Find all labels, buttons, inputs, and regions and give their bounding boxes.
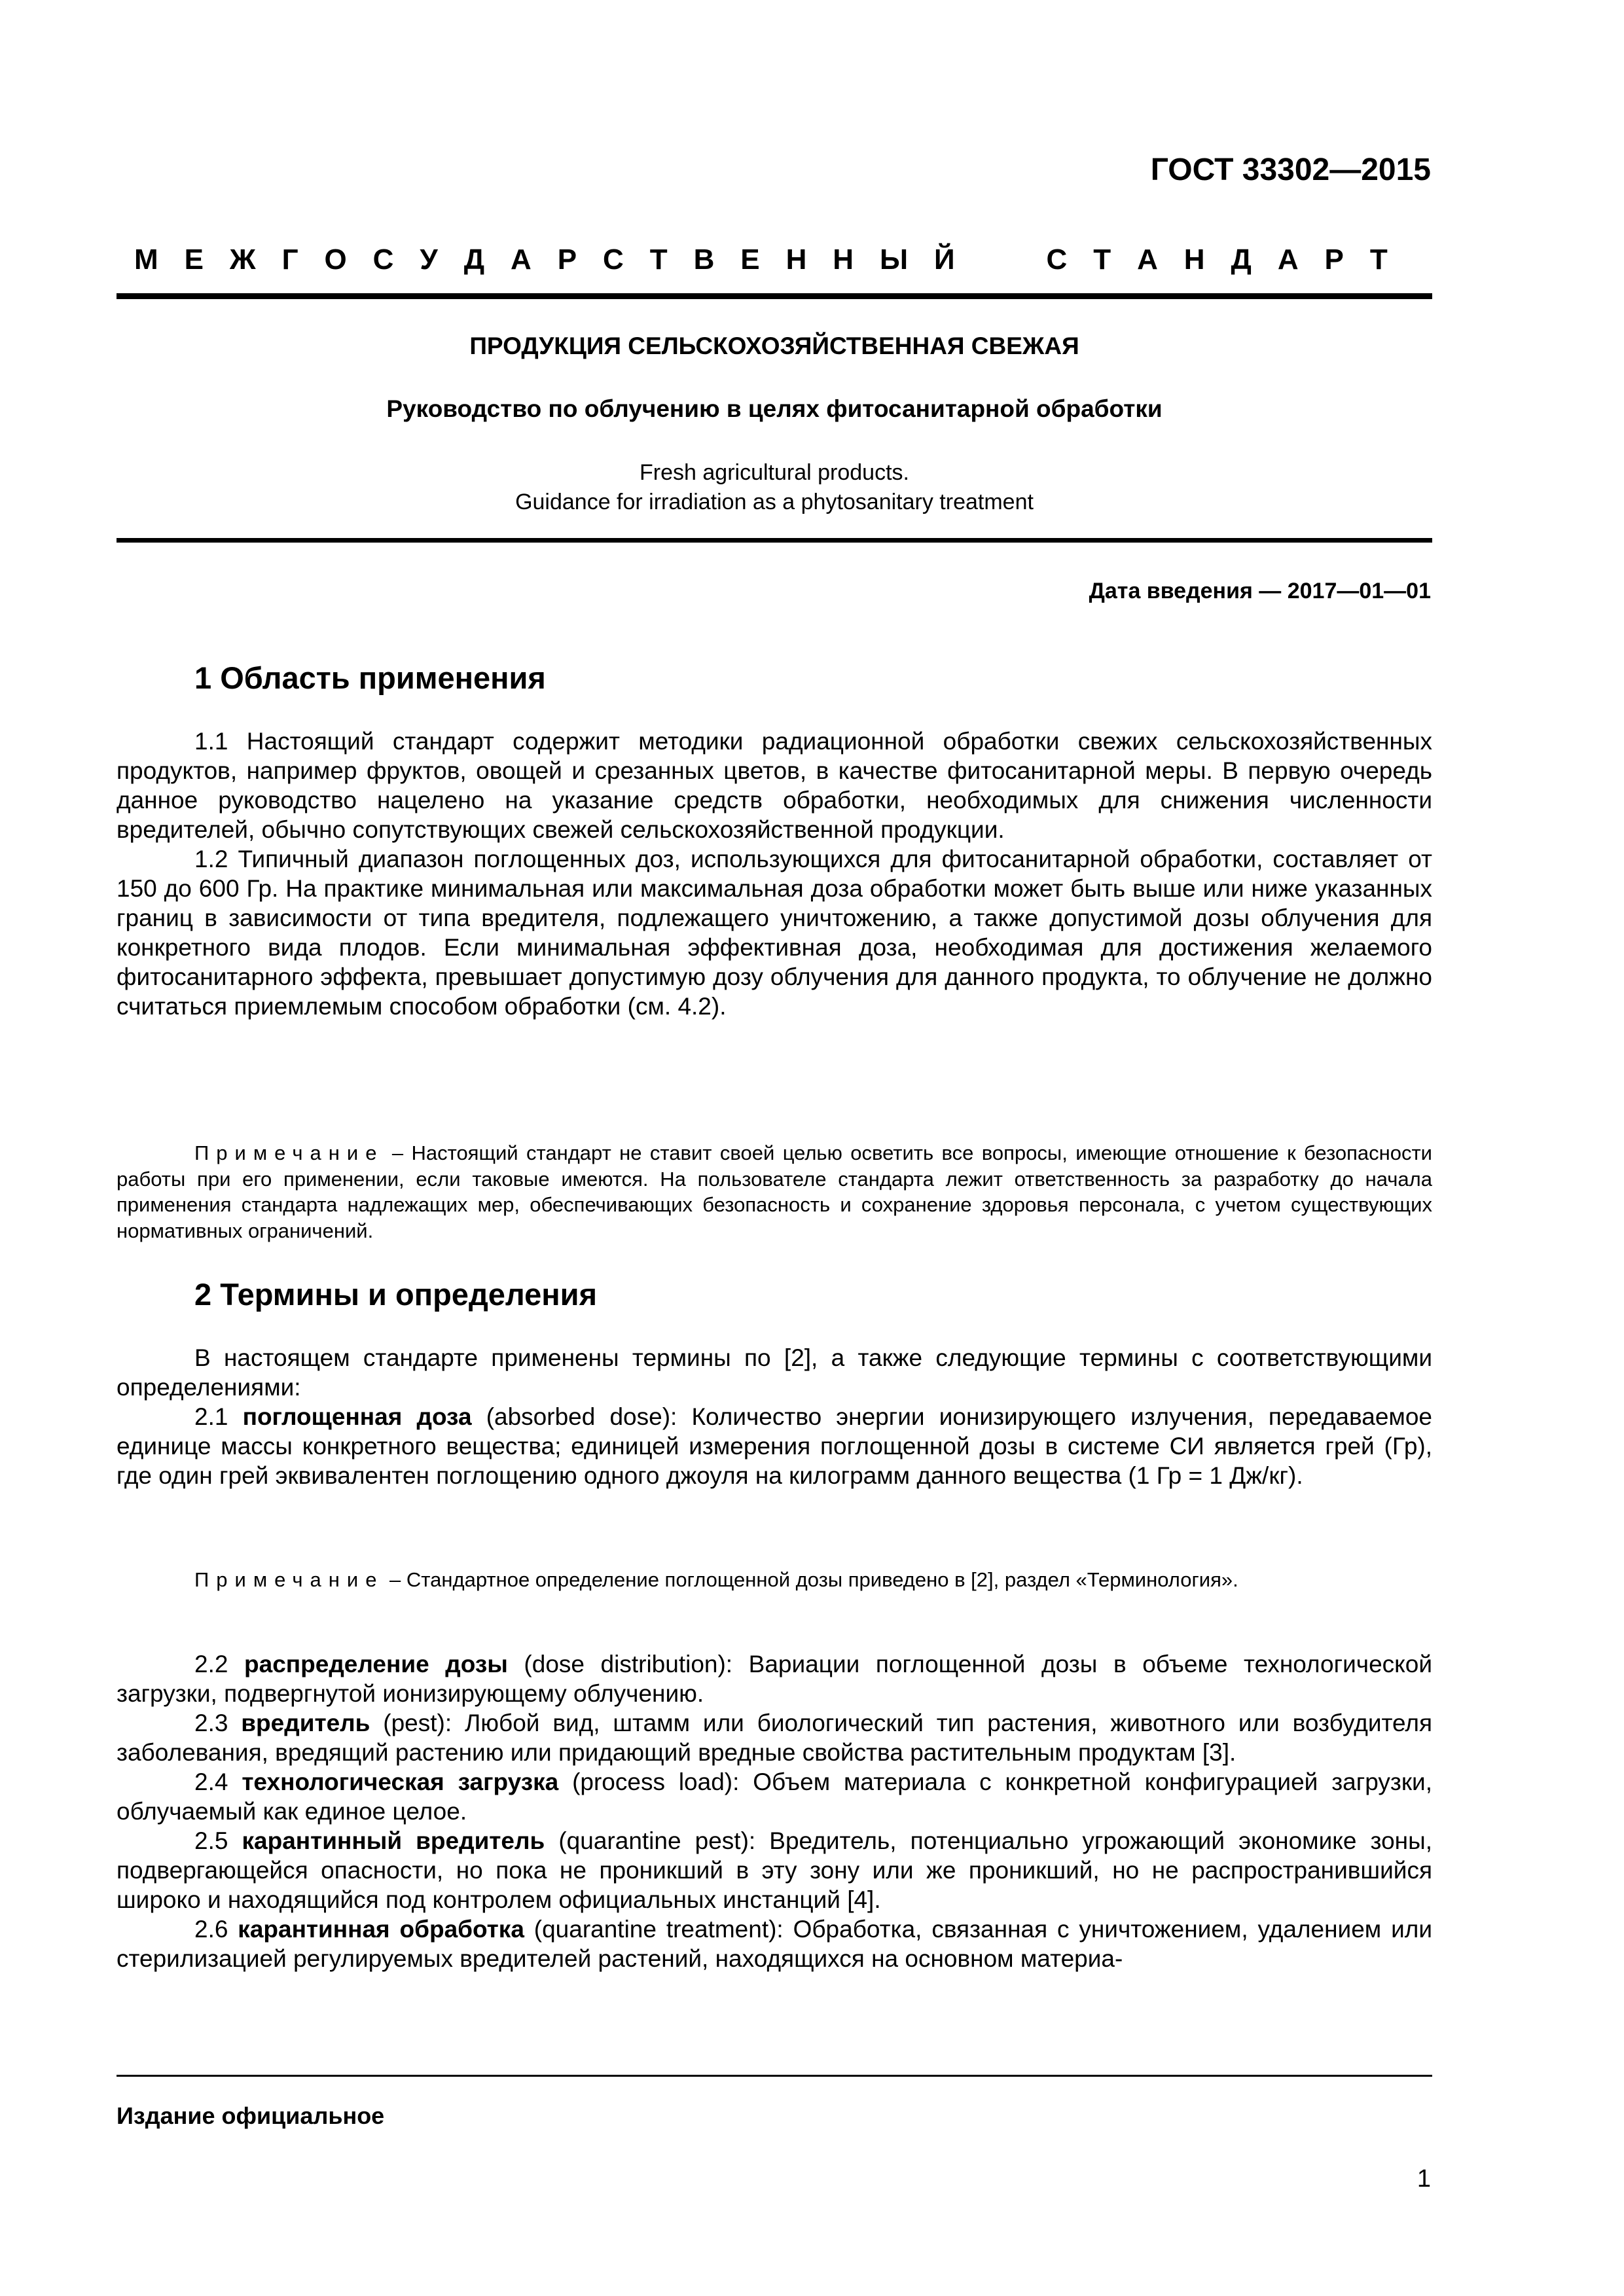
term-entry — [117, 1826, 1432, 1914]
note-label: Примечание — [194, 1568, 384, 1591]
standard-type-letter: С — [1046, 243, 1068, 276]
term-entry — [117, 1708, 1432, 1767]
standard-type-letter: А — [1137, 243, 1158, 276]
note-text: – Стандартное определение поглощенной дозы приведено в [2], раздел «Терминология». — [384, 1568, 1238, 1591]
english-title — [117, 458, 1432, 517]
standard-type-letter: Т — [1369, 243, 1388, 276]
standard-type-letter: Н — [1183, 243, 1205, 276]
standard-type-letter: У — [420, 243, 438, 276]
standard-type-letter: Е — [184, 243, 204, 276]
standard-type-letter: Д — [1231, 243, 1252, 276]
paragraph: 1.2 Типичный диапазон поглощенных доз, использующихся для фитосанитарной обработки, составляет от 150 до 600 Гр. На практике минимальная или максимальная доза обработки может быть выше или ниже указанных границ в зависимости от типа вредителя, подлежащего уничтожению, а также допустимой дозы облучения для конкретного вида плодов. Если минимальная эффективная доза, необходимая для достижения желаемого фитосанитарного эффекта, превышает допустимую дозу облучения для данного продукта, то облучение не должно считаться приемлемым способом обработки (см. 4.2). — [117, 846, 1432, 1020]
section-2-terms — [117, 1649, 1432, 1973]
term-number: 2.6 — [194, 1916, 238, 1943]
standard-type-letter: Т — [649, 243, 668, 276]
standard-type-letter: А — [511, 243, 532, 276]
edition-label: Издание официальное — [117, 2102, 385, 2129]
section-heading-scope: 1 Область применения — [194, 660, 546, 695]
term-number: 2.4 — [194, 1768, 242, 1795]
note-label: Примечание — [194, 1141, 384, 1164]
standard-type-letter: Е — [740, 243, 760, 276]
document-subtitle: Руководство по облучению в целях фитосанитарной обработки — [386, 395, 1163, 422]
note-block — [117, 1567, 1432, 1593]
term-entry — [117, 1767, 1432, 1826]
standard-type-heading — [134, 243, 1388, 276]
standard-type-letter: О — [324, 243, 347, 276]
header-divider — [117, 293, 1432, 299]
term-definition: (absorbed dose): Количество энергии ионизирующего излучения, передаваемое единице массы конкретного вещества; единицей измерения поглощенной дозы в системе СИ является грей (Гр), где один грей эквивалентен поглощению одного джоуля на килограмм данного вещества (1 Гр = 1 Дж/кг). — [117, 1403, 1432, 1489]
section-heading-terms: 2 Термины и определения — [194, 1277, 597, 1312]
term-name: поглощенная доза — [242, 1403, 472, 1430]
section-2-body — [117, 1343, 1432, 1490]
standard-type-letter: А — [1277, 243, 1299, 276]
term-name: карантинный вредитель — [242, 1827, 545, 1854]
term-definition: (quarantine pest): Вредитель, потенциально угрожающий экономике зоны, подвергающейся опасности, но пока не проникший в эту зону или же проникший, но не распространившийся широко и находящийся под контролем официальных инстанций [4]. — [117, 1827, 1432, 1913]
term-name: вредитель — [241, 1710, 370, 1736]
term-number: 2.5 — [194, 1827, 242, 1854]
document-title: ПРОДУКЦИЯ СЕЛЬСКОХОЗЯЙСТВЕННАЯ СВЕЖАЯ — [469, 332, 1079, 359]
note-text: – Настоящий стандарт не ставит своей целью осветить все вопросы, имеющие отношение к безопасности работы при его применении, если таковые имеются. На пользователе стандарта лежит ответственность за разработку до начала применения стандарта надлежащих мер, обеспечивающих безопасность и сохранение здоровья персонала, с учетом существующих нормативных ограничений. — [117, 1141, 1432, 1242]
standard-type-letter: Н — [785, 243, 807, 276]
english-title-line: Guidance for irradiation as a phytosanitary treatment — [515, 490, 1034, 514]
paragraph: 1.1 Настоящий стандарт содержит методики радиационной обработки свежих сельскохозяйственных продуктов, например фруктов, овощей и срезанных цветов, в качестве фитосанитарной меры. В первую очередь данное руководство нацелено на указание средств обработки, необходимых для снижения численности вредителей, обычно сопутствующих свежей сельскохозяйственной продукции. — [117, 728, 1432, 843]
standard-type-letter: Р — [1324, 243, 1344, 276]
footer-divider — [117, 2075, 1432, 2077]
term-definition: (dose distribution): Вариации поглощенной дозы в объеме технологической загрузки, подвергнутой ионизирующему облучению. — [117, 1651, 1432, 1707]
term-number: 2.1 — [194, 1403, 243, 1430]
standard-type-letter: Г — [281, 243, 298, 276]
term-name: карантинная обработка — [238, 1916, 524, 1943]
standard-type-letter — [981, 243, 1020, 276]
term-entry — [117, 1914, 1432, 1973]
standard-type-letter: С — [603, 243, 624, 276]
introduction-date: Дата введения — 2017—01—01 — [1089, 579, 1431, 603]
page-number: 1 — [1416, 2165, 1431, 2193]
standard-type-letter: Н — [833, 243, 854, 276]
term-entry — [117, 1649, 1432, 1708]
term-entry — [117, 1402, 1432, 1490]
standard-type-letter: Й — [934, 243, 955, 276]
title-divider — [117, 538, 1432, 543]
standard-type-letter: С — [372, 243, 394, 276]
standard-type-letter: Р — [557, 243, 577, 276]
note-block — [117, 1140, 1432, 1244]
term-definition: (process load): Объем материала с конкретной конфигурацией загрузки, облучаемый как единое целое. — [117, 1768, 1432, 1825]
standard-type-letter: Ж — [229, 243, 256, 276]
paragraph: В настоящем стандарте применены термины по [2], а также следующие термины с соответствующими определениями: — [117, 1344, 1432, 1401]
standard-type-letter: В — [693, 243, 715, 276]
section-1-body — [117, 726, 1432, 1021]
term-name: технологическая загрузка — [242, 1768, 559, 1795]
english-title-line: Fresh agricultural products. — [640, 460, 909, 485]
standard-type-letter: Т — [1093, 243, 1111, 276]
document-number: ГОСТ 33302—2015 — [1150, 152, 1431, 187]
standard-type-letter: Д — [463, 243, 485, 276]
standard-type-letter: Ы — [880, 243, 909, 276]
term-name: распределение дозы — [244, 1651, 508, 1677]
term-definition: (pest): Любой вид, штамм или биологический тип растения, животного или возбудителя заболевания, вредящий растению или придающий вредные свойства растительным продуктам [3]. — [117, 1710, 1432, 1766]
term-definition: (quarantine treatment): Обработка, связанная с уничтожением, удалением или стерилизацией регулируемых вредителей растений, находящихся на основном материа- — [117, 1916, 1433, 1972]
standard-type-letter: М — [134, 243, 158, 276]
term-number: 2.3 — [194, 1710, 242, 1736]
term-number: 2.2 — [194, 1651, 245, 1677]
